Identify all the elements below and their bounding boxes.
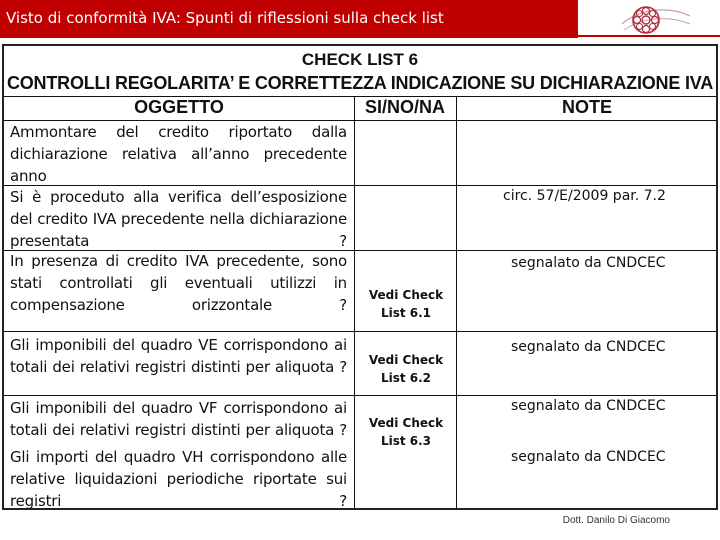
table-row-note: circ. 57/E/2009 par. 7.2	[503, 188, 666, 204]
slide-title: Visto di conformità IVA: Spunti di riflessioni sulla check list	[6, 9, 444, 27]
table-row-note: segnalato da CNDCEC	[511, 449, 666, 465]
title-bar	[0, 0, 578, 38]
footer-author: Dott. Danilo Di Giacomo	[562, 515, 670, 526]
table-row-oggetto: Si è proceduto alla verifica dell’esposizione del credito IVA precedente nella dichiarazione presentata ?	[10, 188, 347, 250]
table-row-sino: Vedi Check List 6.1	[368, 288, 444, 320]
checklist-title: CHECK LIST 6	[301, 50, 419, 69]
column-header-sino: SI/NO/NA	[364, 97, 445, 117]
table-row-oggetto: Gli imponibili del quadro VF corrispondono ai totali dei relativi registri distinti per aliquota ?	[10, 399, 347, 439]
table-row-oggetto: In presenza di credito IVA precedente, sono stati controllati gli eventuali utilizzi in compensazione orizzontale ?	[10, 252, 347, 314]
column-divider	[354, 96, 355, 510]
column-header-note: NOTE	[561, 97, 612, 117]
table-row-sino: Vedi Check List 6.2	[368, 353, 444, 385]
table-row-oggetto: Gli imponibili del quadro VE corrispondono ai totali dei relativi registri distinti per aliquota ?	[10, 336, 347, 376]
table-row-oggetto: Ammontare del credito riportato dalla dichiarazione relativa all’anno precedente anno	[10, 123, 347, 185]
table-row-note: segnalato da CNDCEC	[511, 255, 666, 271]
table-row-note: segnalato da CNDCEC	[511, 339, 666, 355]
column-header-oggetto: OGGETTO	[134, 97, 224, 117]
table-row-note: segnalato da CNDCEC	[511, 398, 666, 414]
table-row-oggetto: Gli importi del quadro VH corrispondono alle relative liquidazioni periodiche riportate sui registri ?	[10, 448, 347, 510]
column-divider	[456, 96, 457, 510]
checklist-subtitle: CONTROLLI REGOLARITA’ E CORRETTEZZA INDICAZIONE SU DICHIARAZIONE IVA	[6, 73, 714, 93]
table-row-sino: Vedi Check List 6.3	[368, 416, 444, 448]
circular-seal-logo-icon	[620, 2, 692, 38]
